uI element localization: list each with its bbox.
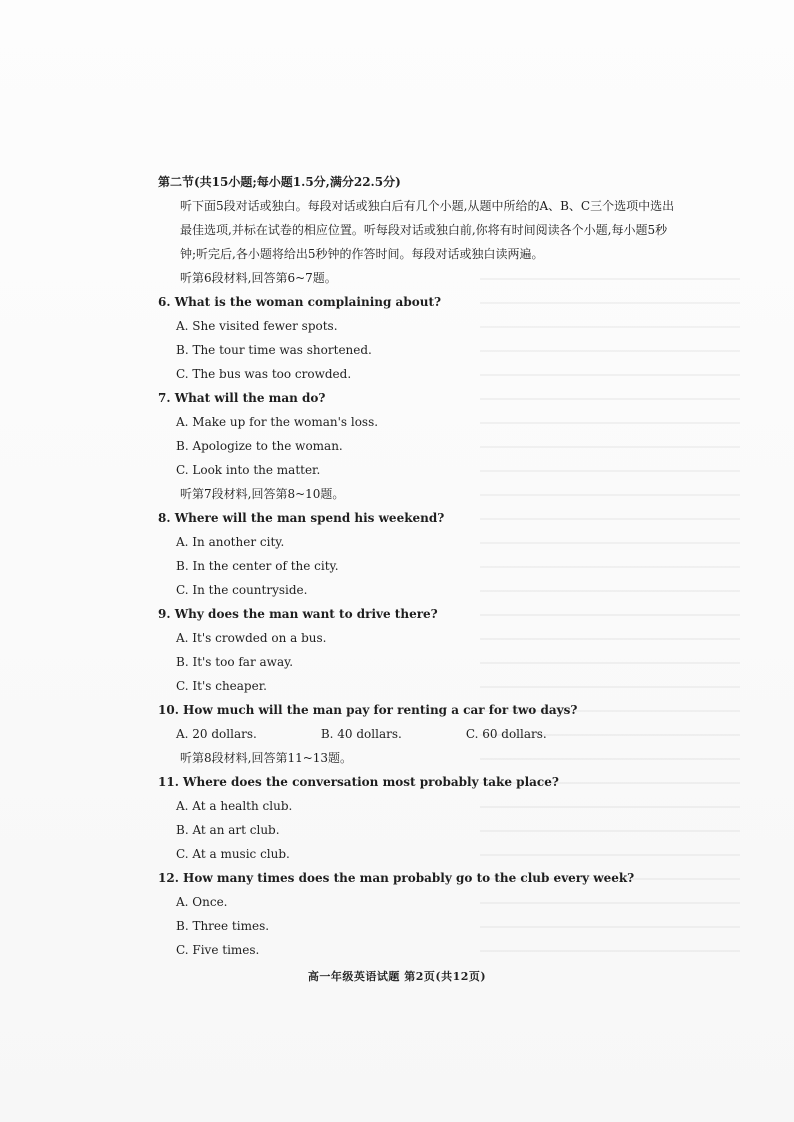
option: A. In another city. xyxy=(176,535,285,549)
section-instructions: 听下面5段对话或独白。每段对话或独白后有几个小题,从题中所给的A、B、C三个选项中选出最佳选项,并标在试卷的相应位置。听每段对话或独白前,你将有时间阅读各个小题,每小题5秒钟;听完后,各小题将给出5秒钟的作答时间。每段对话或独白读两遍。 xyxy=(180,199,675,261)
question-7: 7. What will the man do? xyxy=(158,391,326,405)
option: B. The tour time was shortened. xyxy=(176,343,372,357)
option: A. Make up for the woman's loss. xyxy=(176,415,379,429)
question-12: 12. How many times does the man probably go to the club every week? xyxy=(158,871,635,885)
option: C. 60 dollars. xyxy=(465,727,547,741)
option: C. At a music club. xyxy=(176,847,290,861)
section-content xyxy=(158,170,678,962)
section-title: 第二节(共15小题;每小题1.5分,满分22.5分) xyxy=(158,175,401,189)
group-header: 听第6段材料,回答第6~7题。 xyxy=(180,271,337,285)
option: C. Look into the matter. xyxy=(176,463,321,477)
inline-options xyxy=(158,722,678,746)
option: B. It's too far away. xyxy=(176,655,294,669)
option: B. At an art club. xyxy=(176,823,280,837)
page-footer: 高一年级英语试题 第2页(共12页) xyxy=(307,970,487,983)
question-9: 9. Why does the man want to drive there? xyxy=(158,607,438,621)
option: A. Once. xyxy=(176,895,228,909)
option: A. It's crowded on a bus. xyxy=(176,631,327,645)
option: C. The bus was too crowded. xyxy=(176,367,352,381)
question-10: 10. How much will the man pay for renting a car for two days? xyxy=(158,703,578,717)
option: A. 20 dollars. xyxy=(176,727,257,741)
option: B. Three times. xyxy=(176,919,270,933)
question-11: 11. Where does the conversation most probably take place? xyxy=(158,775,559,789)
group-header: 听第7段材料,回答第8~10题。 xyxy=(180,487,345,501)
option: A. She visited fewer spots. xyxy=(176,319,338,333)
option: B. 40 dollars. xyxy=(320,727,402,741)
group-header: 听第8段材料,回答第11~13题。 xyxy=(180,751,353,765)
option: B. In the center of the city. xyxy=(176,559,339,573)
question-8: 8. Where will the man spend his weekend? xyxy=(158,511,445,525)
option: A. At a health club. xyxy=(176,799,293,813)
option: C. Five times. xyxy=(176,943,260,957)
option: C. In the countryside. xyxy=(176,583,308,597)
option: B. Apologize to the woman. xyxy=(176,439,343,453)
option: C. It's cheaper. xyxy=(176,679,267,693)
question-6: 6. What is the woman complaining about? xyxy=(158,295,442,309)
